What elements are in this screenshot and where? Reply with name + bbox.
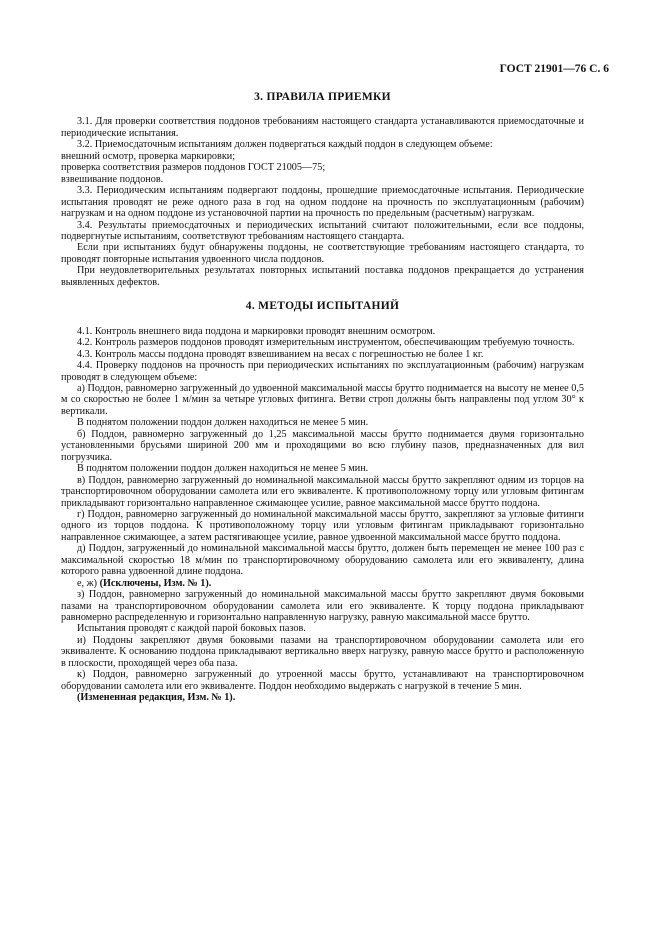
paragraph-3-4-defects: При неудовлетворительных результатах повторных испытаний поставка поддонов прекращается до устранения выявленных дефектов. [61, 265, 584, 288]
paragraph-4-4: 4.4. Проверку поддонов на прочность при периодических испытаниях по эксплуатационным (рабочим) нагрузкам проводят в следующем объеме: [61, 360, 584, 383]
paragraph-3-4-repeat: Если при испытаниях будут обнаружены поддоны, не соответствующие требованиям настоящего стандарта, то проводят повторные испытания удвоенного числа поддонов. [61, 242, 584, 265]
item-a: а) Поддон, равномерно загруженный до удвоенной максимальной массы брутто поднимается на высоту не менее 0,5 м со скоростью не более 1 м/мин за четыре угловых фитинга. Ветви строп должны быть направлены под углом 30° к вертикали. [61, 382, 584, 417]
paragraph-3-4: 3.4. Результаты приемосдаточных и периодических испытаний считают положительными, если все поддоны, подвергнутые испытаниям, соответствуют требованиям настоящего стандарта. [61, 219, 584, 242]
item-k: к) Поддон, равномерно загруженный до утроенной массы брутто, устанавливают на транспортировочном оборудовании самолета или его эквиваленте. Поддон необходимо выдержать с нагрузкой в течение 5 мин. [61, 669, 584, 692]
document-body [61, 92, 584, 704]
item-e-zh-note: (Исключены, Изм. № 1). [99, 577, 212, 589]
paragraph-3-2: 3.2. Приемосдаточным испытаниям должен подвергаться каждый поддон в следующем объеме: [77, 139, 493, 151]
paragraph-4-3: 4.3. Контроль массы поддона проводят взвешиванием на весах с погрешностью не более 1 кг. [77, 348, 484, 360]
item-z: з) Поддон, равномерно загруженный до номинальной максимальной массы брутто закрепляют двумя боковыми пазами на транспортировочном оборудовании самолета или его эквиваленте. К торцу поддона прикладывают равномерно распределенную и горизонтально направленную нагрузку, равную максимальной массе брутто. [61, 589, 584, 624]
paragraph-3-2-item: взвешивание поддонов. [61, 173, 164, 185]
page-header: ГОСТ 21901—76 С. 6 [499, 63, 609, 75]
paragraph-3-2-item: внешний осмотр, проверка маркировки; [61, 150, 236, 162]
item-e-zh-label: е, ж) [77, 577, 98, 589]
section-4-title: 4. МЕТОДЫ ИСПЫТАНИЙ [245, 300, 400, 313]
item-b-hold: В поднятом положении поддон должен находиться не менее 5 мин. [77, 463, 369, 475]
item-e-zh [61, 578, 584, 589]
paragraph-3-3: 3.3. Периодическим испытаниям подвергают поддоны, прошедшие приемосдаточные испытания. Периодические испытания проводят не реже одного раза в год на одном поддоне на прочность по эксплуатационным (рабочим) нагрузкам и на одном поддоне из установочной партии на прочность по предельным (расчетным) нагрузкам. [61, 185, 584, 220]
item-b: б) Поддон, равномерно загруженный до 1,25 максимальной массы брутто поднимается двумя горизонтально установленными брусьями шириной 200 мм и проходящими во всю глубину пазов, предназначенных для вил погрузчика. [61, 428, 584, 463]
item-v: в) Поддон, равномерно загруженный до номинальной максимальной массы брутто закрепляют одним из торцов на транспортировочном оборудовании самолета или его эквиваленте. К противоположному торцу или угловым фитингам прикладывают горизонтально направленное сжимающее усилие, равное максимальной массе брутто поддона. [61, 474, 584, 509]
revision-note [61, 692, 584, 703]
paragraph-4-2: 4.2. Контроль размеров поддонов проводят измерительным инструментом, обеспечивающим требуемую точность. [77, 337, 575, 349]
section-3-title: 3. ПРАВИЛА ПРИЕМКИ [254, 91, 391, 103]
item-d: д) Поддон, загруженный до номинальной максимальной массы брутто, должен быть перемещен не менее 100 раз с максимальной скоростью 18 м/мин по транспортировочному оборудованию самолета или его эквиваленту, длина которого равна удвоенной длине поддона. [61, 543, 584, 578]
item-g: г) Поддон, равномерно загруженный до номинальной максимальной массы брутто, закрепляют за угловые фитинги одного из торцов поддона. К противоположному торцу или угловым фитингам прикладывают горизонтально направленное сжимающее, а затем растягивающее усилие, равное удвоенной максимальной массе брутто поддона. [61, 508, 584, 543]
paragraph-4-1: 4.1. Контроль внешнего вида поддона и маркировки проводят внешним осмотром. [77, 325, 436, 337]
paragraph-3-1: 3.1. Для проверки соответствия поддонов требованиям настоящего стандарта устанавливаются приемосдаточные и периодические испытания. [61, 116, 584, 139]
paragraph-3-2-item: проверка соответствия размеров поддонов ГОСТ 21005—75; [61, 162, 326, 174]
item-z-note: Испытания проводят с каждой парой боковых пазов. [77, 623, 306, 635]
item-i: и) Поддоны закрепляют двумя боковыми пазами на транспортировочном оборудовании самолета или его эквиваленте. К основанию поддона прикладывают вертикально вверх нагрузку, равную массе брутто и расположенную в плоскости, проходящей через оба паза. [61, 634, 584, 669]
revision-note-text: (Измененная редакция, Изм. № 1). [77, 692, 236, 704]
item-a-hold: В поднятом положении поддон должен находиться не менее 5 мин. [77, 417, 369, 429]
